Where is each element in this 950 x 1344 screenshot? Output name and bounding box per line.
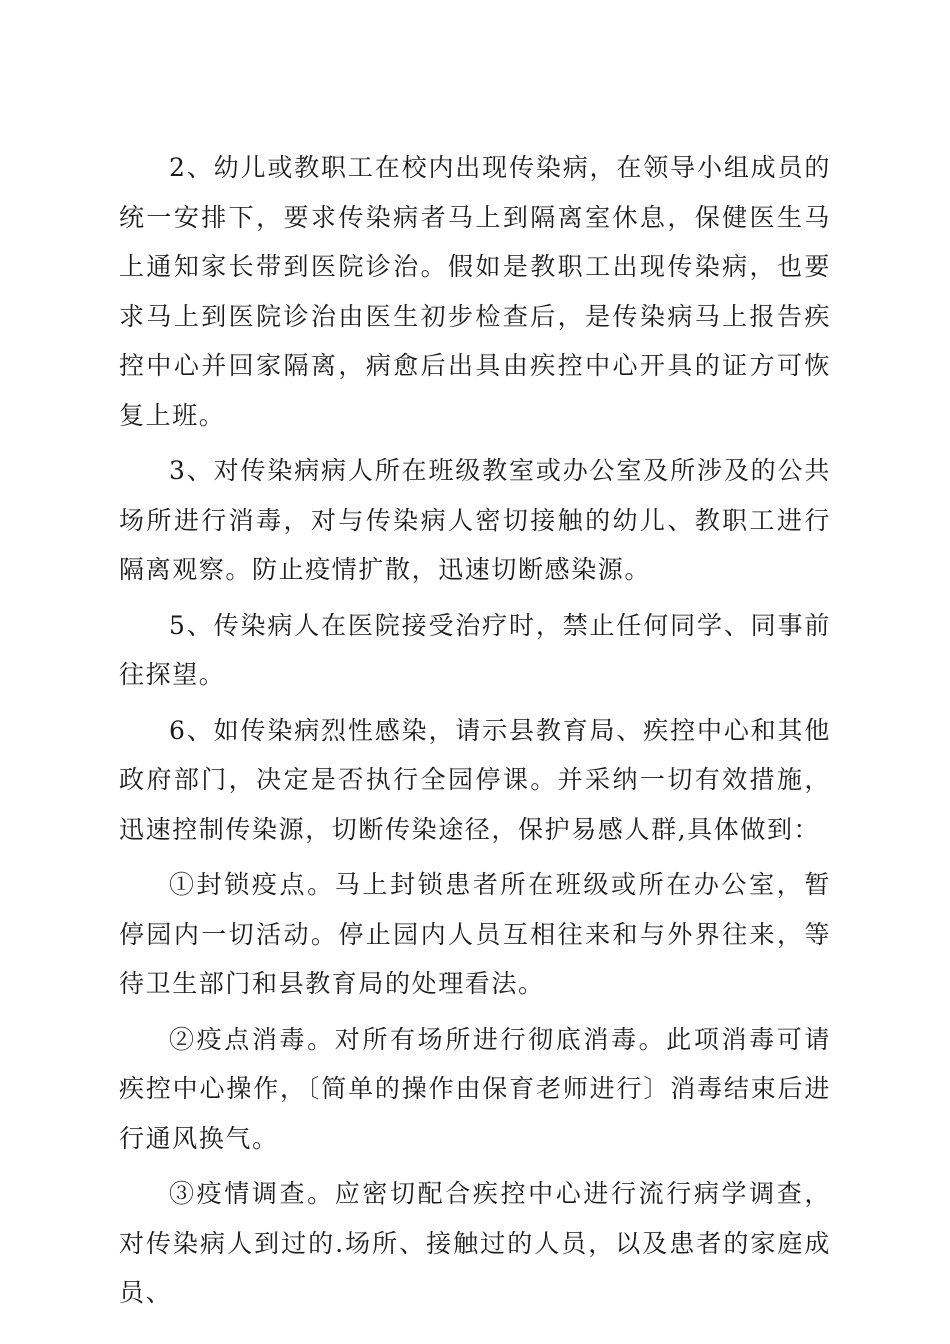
paragraph-item-3: 3、对传染病病人所在班级教室或办公室及所涉及的公共场所进行消毒，对与传染病人密切接触的幼儿、教职工进行隔离观察。防止疫情扩散，迅速切断感染源。 xyxy=(119,456,831,584)
paragraph-item-6: 6、如传染病烈性感染，请示县教育局、疾控中心和其他政府部门，决定是否执行全园停课。并采纳一切有效措施，迅速控制传染源，切断传染途径，保护易感人群,具体做到： xyxy=(119,715,831,844)
paragraph-item-5: 5、传染病人在医院接受治疗时，禁止任何同学、同事前往探望。 xyxy=(119,610,831,689)
paragraph-subitem-2: ②疫点消毒。对所有场所进行彻底消毒。此项消毒可请疾控中心操作，〔简单的操作由保育老师进行〕消毒结束后进行通风换气。 xyxy=(119,1024,831,1153)
document-body xyxy=(119,143,831,1324)
paragraph-subitem-3: ③疫情调查。应密切配合疾控中心进行流行病学调查，对传染病人到过的.场所、接触过的人员，以及患者的家庭成员、 xyxy=(119,1179,831,1307)
paragraph-subitem-1: ①封锁疫点。马上封锁患者所在班级或所在办公室，暂停园内一切活动。停止园内人员互相往来和与外界往来，等待卫生部门和县教育局的处理看法。 xyxy=(119,870,831,998)
paragraph-item-2: 2、幼儿或教职工在校内出现传染病，在领导小组成员的统一安排下，要求传染病者马上到隔离室休息，保健医生马上通知家长带到医院诊治。假如是教职工出现传染病，也要求马上到医院诊治由医生初步检查后，是传染病马上报告疾控中心并回家隔离，病愈后出具由疾控中心开具的证方可恢复上班。 xyxy=(119,153,831,430)
